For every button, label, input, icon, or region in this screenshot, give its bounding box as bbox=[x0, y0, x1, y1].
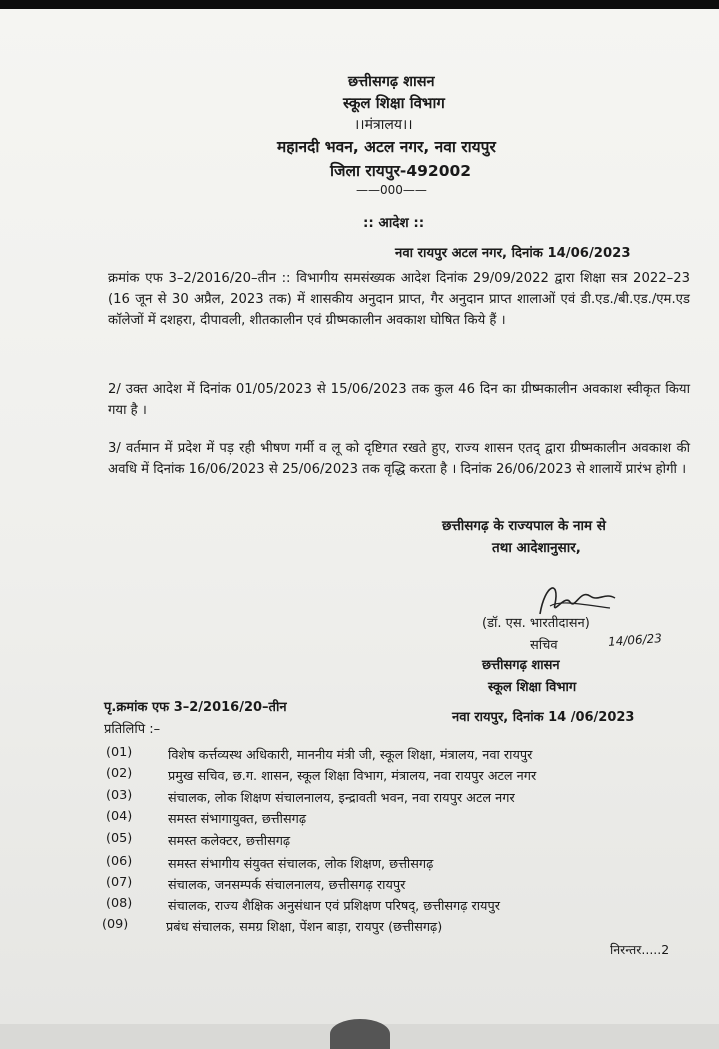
document-page bbox=[0, 9, 719, 1024]
copy-label: प्रतिलिपि :– bbox=[104, 722, 161, 737]
copy-num: (02) bbox=[106, 766, 133, 781]
copy-text: समस्त कलेक्टर, छत्तीसगढ़ bbox=[168, 834, 291, 849]
copy-num: (01) bbox=[106, 745, 133, 760]
copy-num: (03) bbox=[106, 788, 133, 803]
header-district: जिला रायपुर-492002 bbox=[330, 162, 472, 180]
copy-num: (07) bbox=[106, 875, 133, 890]
continued-marker: निरन्तर.....2 bbox=[610, 942, 670, 957]
copy-num: (08) bbox=[106, 896, 133, 911]
copy-num: (09) bbox=[102, 917, 129, 932]
signatory-dept-2: स्कूल शिक्षा विभाग bbox=[488, 680, 577, 695]
top-edge bbox=[0, 0, 719, 9]
paragraph-1: क्रमांक एफ 3–2/2016/20–तीन :: विभागीय समसंख्यक आदेश दिनांक 29/09/2022 द्वारा शिक्षा सत्र 2022–23 (16 जून से 30 अप्रैल, 2023 तक) में शासकीय अनुदान प्राप्त, गैर अनुदान प्राप्त शालाओं एवं डी.एड./बी.एड./एम.एड कॉलेजों में दशहरा, दीपावली, शीतकालीन एवं ग्रीष्मकालीन अवकाश घोषित किये हैं । bbox=[108, 271, 690, 328]
copy-text: संचालक, लोक शिक्षण संचालनालय, इन्द्रावती भवन, नवा रायपुर अटल नगर bbox=[168, 791, 515, 806]
copy-text: प्रबंध संचालक, समग्र शिक्षा, पेंशन बाड़ा, रायपुर (छत्तीसगढ़) bbox=[166, 920, 443, 935]
copy-text: संचालक, राज्य शैक्षिक अनुसंधान एवं प्रशिक्षण परिषद्, छत्तीसगढ़ रायपुर bbox=[168, 899, 500, 914]
copy-num: (04) bbox=[106, 809, 133, 824]
authority-line-1: छत्तीसगढ़ के राज्यपाल के नाम से bbox=[442, 518, 606, 534]
header-government: छत्तीसगढ़ शासन bbox=[348, 74, 435, 90]
header-department: स्कूल शिक्षा विभाग bbox=[343, 94, 445, 112]
endorsement-date: नवा रायपुर, दिनांक 14 /06/2023 bbox=[452, 710, 635, 725]
copy-text: समस्त संभागायुक्त, छत्तीसगढ़ bbox=[168, 812, 307, 827]
signatory-dept-1: छत्तीसगढ़ शासन bbox=[482, 658, 560, 673]
endorsement-number: पृ.क्रमांक एफ 3–2/2016/20–तीन bbox=[104, 700, 287, 715]
authority-line-2: तथा आदेशानुसार, bbox=[492, 540, 581, 556]
copy-num: (06) bbox=[106, 854, 133, 869]
signatory-designation: सचिव bbox=[530, 638, 558, 653]
copy-num: (05) bbox=[106, 831, 133, 846]
copy-text: प्रमुख सचिव, छ.ग. शासन, स्कूल शिक्षा विभाग, मंत्रालय, नवा रायपुर अटल नगर bbox=[168, 769, 537, 784]
place-date: नवा रायपुर अटल नगर, दिनांक 14/06/2023 bbox=[395, 246, 631, 261]
order-title: :: आदेश :: bbox=[363, 215, 425, 231]
copy-text: समस्त संभागीय संयुक्त संचालक, लोक शिक्षण, छत्तीसगढ़ bbox=[168, 857, 434, 872]
signatory-name: (डॉ. एस. भारतीदासन) bbox=[482, 616, 590, 631]
header-address: महानदी भवन, अटल नगर, नवा रायपुर bbox=[277, 138, 496, 156]
header-separator: ——000—— bbox=[356, 183, 427, 197]
copy-text: विशेष कर्त्तव्यस्थ अधिकारी, माननीय मंत्री जी, स्कूल शिक्षा, मंत्रालय, नवा रायपुर bbox=[168, 748, 533, 763]
header-ministry: ।।मंत्रालय।। bbox=[354, 117, 413, 133]
paragraph-2: 2/ उक्त आदेश में दिनांक 01/05/2023 से 15/06/2023 तक कुल 46 दिन का ग्रीष्मकालीन अवकाश स्वीकृत किया गया है । bbox=[108, 382, 690, 418]
handwritten-date: 14/06/23 bbox=[607, 631, 663, 649]
copy-text: संचालक, जनसम्पर्क संचालनालय, छत्तीसगढ़ रायपुर bbox=[168, 878, 406, 893]
paragraph-3: 3/ वर्तमान में प्रदेश में पड़ रही भीषण गर्मी व लू को दृष्टिगत रखते हुए, राज्य शासन एतद् द्वारा ग्रीष्मकालीन अवकाश की अवधि में दिनांक 16/06/2023 से 25/06/2023 तक वृद्धि करता है । दिनांक 26/06/2023 से शालायें प्रारंभ होगी । bbox=[108, 441, 690, 477]
